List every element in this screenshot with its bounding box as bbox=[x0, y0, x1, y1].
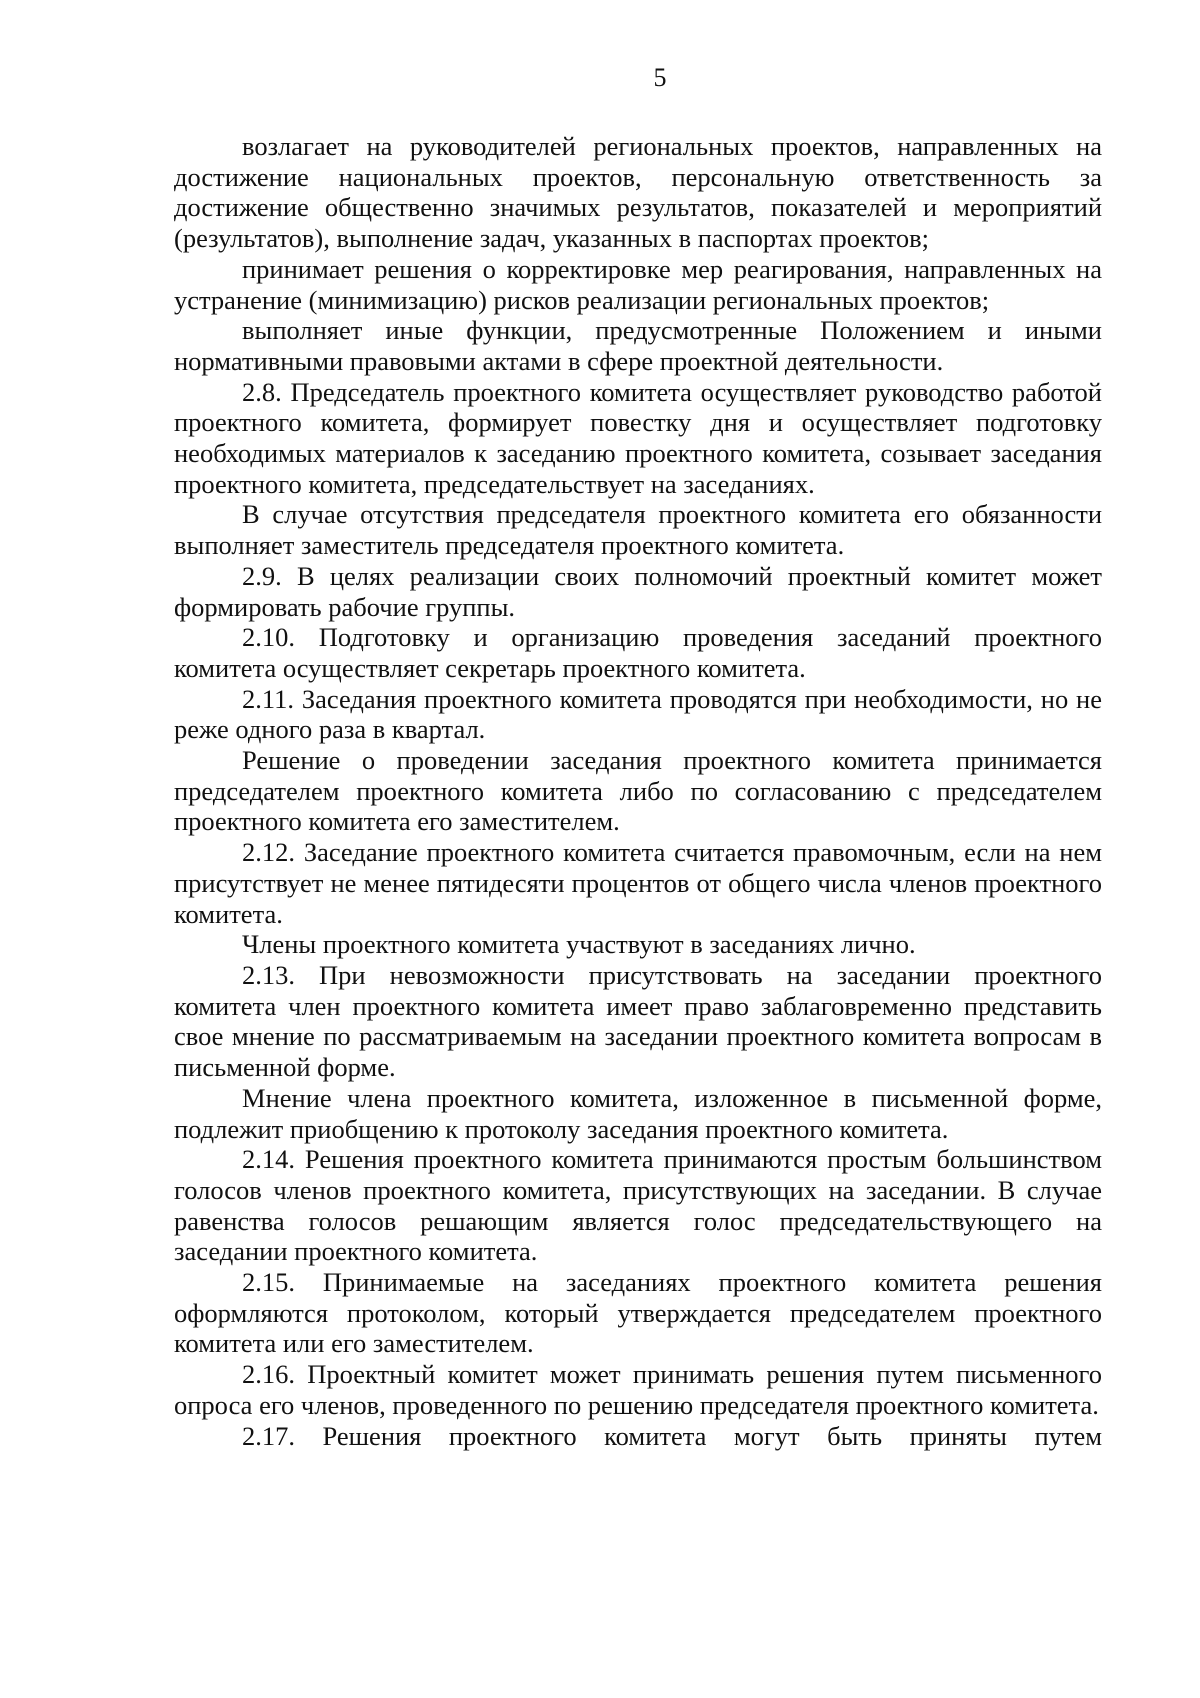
paragraph-2-14: 2.14. Решения проектного комитета принимаются простым большинством голосов членов проектного комитета, присутствующих на заседании. В случае равенства голосов решающим является голос председательствующего на заседании проектного комитета. bbox=[174, 1144, 1102, 1267]
document-body bbox=[174, 131, 1102, 1451]
paragraph-other-functions: выполняет иные функции, предусмотренные Положением и иными нормативными правовыми актами в сфере проектной деятельности. bbox=[174, 315, 1102, 376]
paragraph-2-15: 2.15. Принимаемые на заседаниях проектного комитета решения оформляются протоколом, который утверждается председателем проектного комитета или его заместителем. bbox=[174, 1267, 1102, 1359]
paragraph-responsibility: возлагает на руководителей региональных проектов, направленных на достижение национальных проектов, персональную ответственность за достижение общественно значимых результатов, показателей и мероприятий (результатов), выполнение задач, указанных в паспортах проектов; bbox=[174, 131, 1102, 254]
paragraph-2-17: 2.17. Решения проектного комитета могут быть приняты путем bbox=[242, 1420, 1102, 1451]
paragraph-2-8-deputy: В случае отсутствия председателя проектного комитета его обязанности выполняет заместитель председателя проектного комитета. bbox=[174, 499, 1102, 561]
paragraph-2-16: 2.16. Проектный комитет может принимать решения путем письменного опроса его членов, проведенного по решению председателя проектного комитета. bbox=[174, 1359, 1102, 1420]
page-number: 5 bbox=[653, 63, 667, 92]
paragraph-2-8: 2.8. Председатель проектного комитета осуществляет руководство работой проектного комитета, формирует повестку дня и осуществляет подготовку необходимых материалов к заседанию проектного комитета, созывает заседания проектного комитета, председательствует на заседаниях. bbox=[174, 376, 1102, 499]
paragraph-2-13-opinion: Мнение члена проектного комитета, изложенное в письменной форме, подлежит приобщению к протоколу заседания проектного комитета. bbox=[174, 1082, 1102, 1144]
paragraph-2-12: 2.12. Заседание проектного комитета считается правомочным, если на нем присутствует не менее пятидесяти процентов от общего числа членов проектного комитета. bbox=[174, 837, 1102, 929]
paragraph-2-9: 2.9. В целях реализации своих полномочий проектный комитет может формировать рабочие группы. bbox=[174, 560, 1102, 622]
paragraph-2-10: 2.10. Подготовку и организацию проведения заседаний проектного комитета осуществляет секретарь проектного комитета. bbox=[174, 622, 1102, 683]
paragraph-2-13: 2.13. При невозможности присутствовать на заседании проектного комитета член проектного комитета имеет право заблаговременно представить свое мнение по рассматриваемым на заседании проектного комитета вопросам в письменной форме. bbox=[174, 959, 1102, 1083]
paragraph-2-11-decision: Решение о проведении заседания проектного комитета принимается председателем проектного комитета либо по согласованию с председателем проектного комитета его заместителем. bbox=[174, 745, 1102, 837]
paragraph-2-11: 2.11. Заседания проектного комитета проводятся при необходимости, но не реже одного раза в квартал. bbox=[174, 683, 1102, 745]
paragraph-risk-corrections: принимает решения о корректировке мер реагирования, направленных на устранение (минимизацию) рисков реализации региональных проектов; bbox=[174, 253, 1102, 315]
paragraph-2-12-personal: Члены проектного комитета участвуют в заседаниях лично. bbox=[242, 929, 916, 960]
